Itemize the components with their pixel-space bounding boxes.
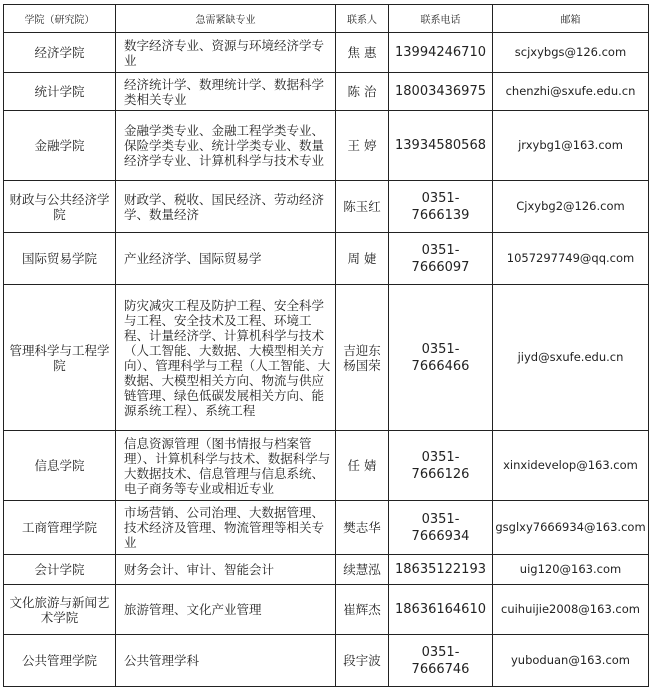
majors-cell: 旅游管理、文化产业管理 <box>116 585 336 635</box>
email-cell[interactable]: cuihuijie2008@163.com <box>493 585 649 635</box>
majors-cell: 防灾减灾工程及防护工程、安全科学与工程、安全技术及工程、环境工程、计量经济学、计算机科学与技术（人工智能、大数据、大模型相关方向）、管理科学与工程（人工智能、大数据、大模型相关方向、物流与供应链管理、绿色低碳发展相关方向、能源系统工程）、系统工程 <box>116 285 336 431</box>
majors-cell: 金融学类专业、金融工程学类专业、保险学类专业、统计学类专业、数量经济学专业、计算机科学与技术专业 <box>116 111 336 181</box>
header-college: 学院（研究院） <box>4 5 116 33</box>
college-cell: 会计学院 <box>4 555 116 585</box>
table-row <box>4 585 649 635</box>
table-row <box>4 285 649 431</box>
majors-cell: 财政学、税收、国民经济、劳动经济学、数量经济 <box>116 181 336 233</box>
phone-cell: 18636164610 <box>389 585 493 635</box>
contact-cell: 崔辉杰 <box>336 585 389 635</box>
phone-cell: 0351- 7666746 <box>389 635 493 687</box>
email-cell[interactable]: Cjxybg2@126.com <box>493 181 649 233</box>
college-cell: 统计学院 <box>4 73 116 111</box>
phone-cell: 13994246710 <box>389 33 493 73</box>
email-cell[interactable]: scjxybgs@126.com <box>493 33 649 73</box>
contact-cell: 樊志华 <box>336 501 389 555</box>
email-cell[interactable]: chenzhi@sxufe.edu.cn <box>493 73 649 111</box>
email-cell[interactable]: 1057297749@qq.com <box>493 233 649 285</box>
phone-cell: 0351- 7666466 <box>389 285 493 431</box>
college-cell: 工商管理学院 <box>4 501 116 555</box>
phone-cell: 18635122193 <box>389 555 493 585</box>
phone-cell: 18003436975 <box>389 73 493 111</box>
contact-cell: 陈 治 <box>336 73 389 111</box>
majors-cell: 市场营销、公司治理、大数据管理、技术经济及管理、物流管理等相关专业 <box>116 501 336 555</box>
email-cell[interactable]: xinxidevelop@163.com <box>493 431 649 501</box>
college-cell: 金融学院 <box>4 111 116 181</box>
table-row <box>4 73 649 111</box>
email-cell[interactable]: yuboduan@163.com <box>493 635 649 687</box>
phone-cell: 0351- 7666126 <box>389 431 493 501</box>
college-cell: 国际贸易学院 <box>4 233 116 285</box>
email-cell[interactable]: uig120@163.com <box>493 555 649 585</box>
majors-cell: 产业经济学、国际贸易学 <box>116 233 336 285</box>
email-cell[interactable]: jiyd@sxufe.edu.cn <box>493 285 649 431</box>
contact-cell: 吉迎东 杨国荣 <box>336 285 389 431</box>
majors-cell: 数字经济专业、资源与环境经济学专业 <box>116 33 336 73</box>
majors-cell: 公共管理学科 <box>116 635 336 687</box>
phone-cell: 13934580568 <box>389 111 493 181</box>
college-cell: 经济学院 <box>4 33 116 73</box>
email-cell[interactable]: jrxybg1@163.com <box>493 111 649 181</box>
contact-cell: 陈玉红 <box>336 181 389 233</box>
college-cell: 公共管理学院 <box>4 635 116 687</box>
contact-cell: 任 婧 <box>336 431 389 501</box>
table-row <box>4 431 649 501</box>
table-row <box>4 555 649 585</box>
phone-cell: 0351- 7666097 <box>389 233 493 285</box>
majors-cell: 经济统计学、数理统计学、数据科学类相关专业 <box>116 73 336 111</box>
table-row <box>4 233 649 285</box>
table-header-row <box>4 5 649 33</box>
phone-cell: 0351- 7666934 <box>389 501 493 555</box>
college-cell: 管理科学与工程学院 <box>4 285 116 431</box>
table-row <box>4 33 649 73</box>
phone-cell: 0351- 7666139 <box>389 181 493 233</box>
contact-cell: 王 婷 <box>336 111 389 181</box>
majors-cell: 信息资源管理（图书情报与档案管理）、计算机科学与技术、数据科学与大数据技术、信息管理与信息系统、电子商务等专业或相近专业 <box>116 431 336 501</box>
email-cell[interactable]: gsglxy7666934@163.com <box>493 501 649 555</box>
college-cell: 财政与公共经济学院 <box>4 181 116 233</box>
contact-cell: 周 婕 <box>336 233 389 285</box>
college-cell: 信息学院 <box>4 431 116 501</box>
header-email: 邮箱 <box>493 5 649 33</box>
table-row <box>4 635 649 687</box>
table-row <box>4 501 649 555</box>
table-row <box>4 181 649 233</box>
header-contact: 联系人 <box>336 5 389 33</box>
table-row <box>4 111 649 181</box>
contact-table <box>3 4 649 687</box>
header-phone: 联系电话 <box>389 5 493 33</box>
header-majors: 急需紧缺专业 <box>116 5 336 33</box>
contact-cell: 续慧泓 <box>336 555 389 585</box>
majors-cell: 财务会计、审计、智能会计 <box>116 555 336 585</box>
contact-cell: 焦 惠 <box>336 33 389 73</box>
contact-cell: 段宇波 <box>336 635 389 687</box>
college-cell: 文化旅游与新闻艺术学院 <box>4 585 116 635</box>
